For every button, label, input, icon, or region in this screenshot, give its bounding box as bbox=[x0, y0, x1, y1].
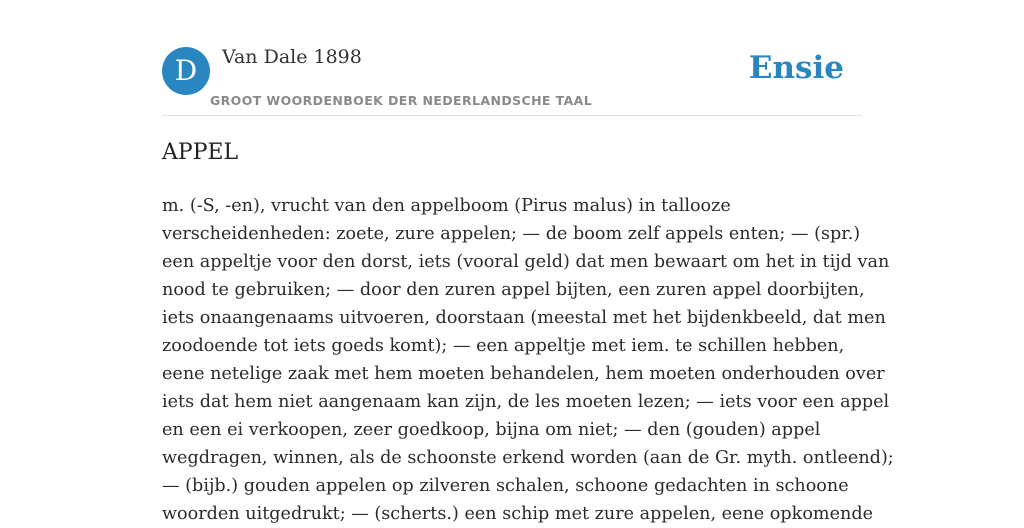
definition-line: verscheidenheden: zoete, zure appelen; — de boom zelf appels enten; — (spr.) bbox=[162, 224, 861, 244]
brand-logo[interactable]: Ensie bbox=[748, 50, 844, 86]
source-subtitle: GROOT WOORDENBOEK DER NEDERLANDSCHE TAAL bbox=[210, 93, 593, 108]
definition-line: woorden uitgedrukt; — (scherts.) een schip met zure appelen, eene opkomende bbox=[162, 504, 874, 524]
header-divider bbox=[162, 115, 862, 116]
definition-line: zoodoende tot iets goeds komt); — een appeltje met iem. te schillen hebben, bbox=[162, 336, 845, 356]
definition-line: — (bijb.) gouden appelen op zilveren schalen, schoone gedachten in schoone bbox=[162, 476, 849, 496]
definition-line: wegdragen, winnen, als de schoonste erkend worden (aan de Gr. myth. ontleend); bbox=[162, 448, 894, 468]
definition-text bbox=[162, 192, 894, 528]
definition-line: en een ei verkoopen, zeer goedkoop, bijna om niet; — den (gouden) appel bbox=[162, 420, 821, 440]
definition-line: eene netelige zaak met hem moeten behandelen, hem moeten onderhouden over bbox=[162, 364, 885, 384]
definition-line: nood te gebruiken; — door den zuren appel bijten, een zuren appel doorbijten, bbox=[162, 280, 865, 300]
definition-line: iets dat hem niet aangenaam kan zijn, de les moeten lezen; — iets voor een appel bbox=[162, 392, 890, 412]
source-logo[interactable]: D bbox=[162, 47, 210, 95]
source-title[interactable]: Van Dale 1898 bbox=[222, 46, 362, 68]
entry-page bbox=[162, 0, 894, 524]
definition-line: een appeltje voor den dorst, iets (vooral geld) dat men bewaart om het in tijd van bbox=[162, 252, 890, 272]
definition-line: m. (-S, -en), vrucht van den appelboom (Pirus malus) in tallooze bbox=[162, 196, 731, 216]
headword: APPEL bbox=[162, 140, 239, 165]
definition-line: iets onaangenaams uitvoeren, doorstaan (meestal met het bijdenkbeeld, dat men bbox=[162, 308, 886, 328]
